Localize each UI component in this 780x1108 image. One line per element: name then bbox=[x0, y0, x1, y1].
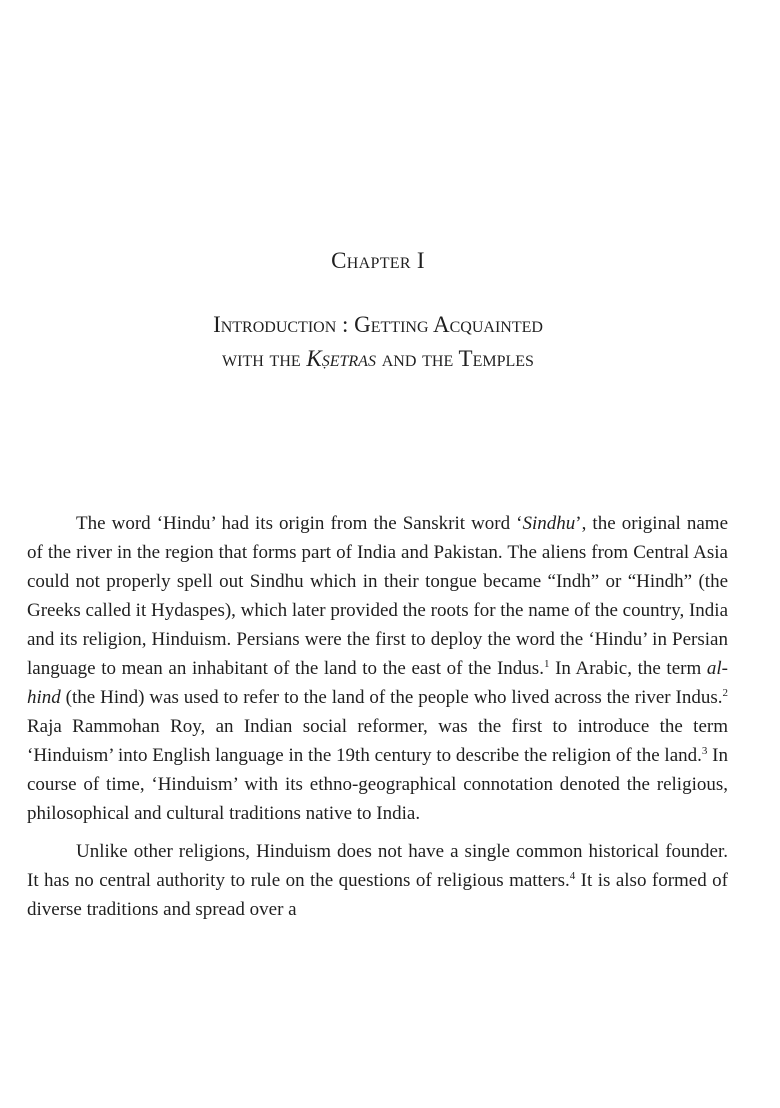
term-al-hind: al-hind bbox=[27, 658, 728, 708]
paragraph-text: Raja Rammohan Roy, an Indian social reformer, was the first to introduce the term ‘Hinduism’ into English language in the 19th century to describe the religion of the land. bbox=[27, 716, 728, 766]
footnote-marker-4: 4 bbox=[569, 870, 576, 882]
chapter-title bbox=[0, 308, 756, 376]
chapter-title-line-2-suffix: and the Temples bbox=[375, 346, 534, 371]
chapter-title-line-2-prefix: with the bbox=[222, 346, 307, 371]
paragraph-text: It is also formed of diverse traditions and spread over a bbox=[27, 870, 729, 920]
paragraph-text: (the Hind) was used to refer to the land of the people who lived across the river Indus. bbox=[60, 687, 723, 708]
footnote-marker-2: 2 bbox=[722, 687, 728, 699]
paragraph-text: In Arabic, the term bbox=[549, 658, 707, 679]
footnote-marker-3: 3 bbox=[701, 745, 708, 757]
paragraph-text: Unlike other religions, Hinduism does not have a single common historical founder. It has no central authority to rule on the questions of religious matters. bbox=[27, 841, 728, 891]
term-sindhu: Sindhu bbox=[522, 513, 576, 534]
chapter-title-line-1: Introduction : Getting Acquainted bbox=[213, 312, 543, 337]
paragraph-text: ’, the original name of the river in the region that forms part of India and Pakistan. The aliens from Central Asia could not properly spell out Sindhu which in their tongue became “Indh” or “Hindh” (the Greeks called it Hydaspes), which later provided the roots for the name of the country, India and its religion, Hinduism. Persians were the first to deploy the word the ‘Hindu’ in Persian language to mean an inhabitant of the land to the east of the Indus. bbox=[27, 513, 729, 679]
chapter-title-ksetras: Kṣetras bbox=[306, 346, 376, 371]
paragraph-1 bbox=[27, 509, 728, 828]
body-text bbox=[27, 509, 728, 924]
paragraph-text: The word ‘Hindu’ had its origin from the Sanskrit word ‘ bbox=[76, 513, 523, 534]
chapter-title-line-2 bbox=[0, 342, 756, 376]
footnote-marker-1: 1 bbox=[543, 658, 550, 670]
paragraph-text: In course of time, ‘Hinduism’ with its ethno-geographical connotation denoted the religious, philosophical and cultural traditions native to India. bbox=[27, 745, 728, 824]
paragraph-2 bbox=[27, 837, 728, 924]
chapter-label: Chapter I bbox=[331, 248, 425, 273]
